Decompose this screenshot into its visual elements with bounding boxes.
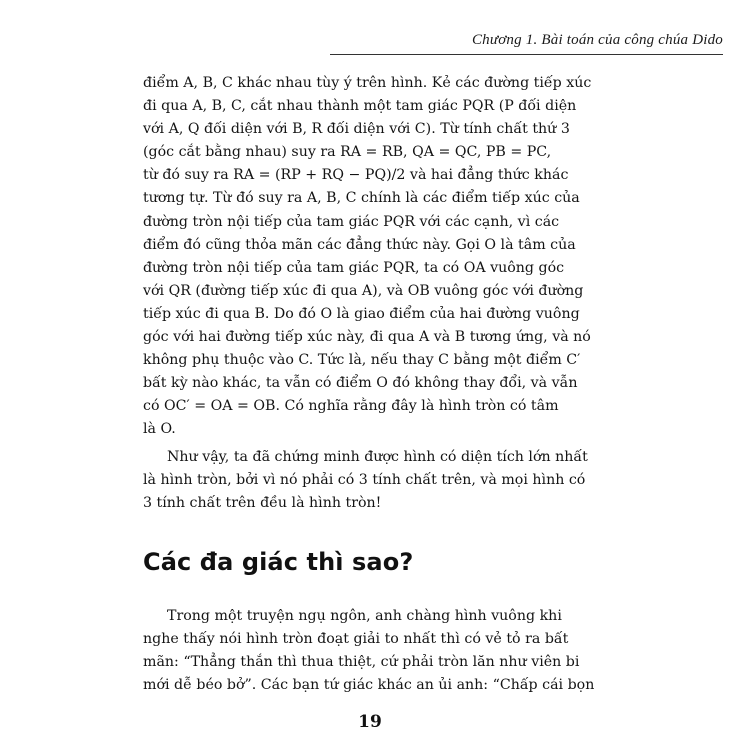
text-line: không phụ thuộc vào C. Tức là, nếu thay C bằng một điểm C′ — [143, 352, 581, 369]
text-line: với A, Q đối diện với B, R đối diện với C). Từ tính chất thứ 3 — [143, 121, 570, 138]
text-line: điểm đó cũng thỏa mãn các đẳng thức này. Gọi O là tâm của — [143, 236, 576, 253]
text-line: mới dễ béo bở”. Các bạn tứ giác khác an ủi anh: “Chấp cái bọn — [143, 677, 595, 694]
text-line: từ đó suy ra RA = (RP + RQ − PQ)/2 và hai đẳng thức khác — [143, 167, 569, 184]
text-line: tiếp xúc đi qua B. Do đó O là giao điểm của hai đường vuông — [143, 305, 580, 322]
text-line: Như vậy, ta đã chứng minh được hình có diện tích lớn nhất — [167, 449, 588, 465]
text-line: (góc cắt bằng nhau) suy ra RA = RB, QA = QC, PB = PC, — [143, 144, 552, 161]
text-line: với QR (đường tiếp xúc đi qua A), và OB vuông góc với đường — [143, 282, 584, 299]
running-header-title: Chương 1. Bài toán của công chúa Dido — [471, 32, 723, 48]
text-line: là hình tròn, bởi vì nó phải có 3 tính chất trên, và mọi hình có — [143, 472, 586, 489]
text-line: có OC′ = OA = OB. Có nghĩa rằng đây là hình tròn có tâm — [143, 398, 559, 415]
text-line: nghe thấy nói hình tròn đoạt giải to nhất thì có vẻ tỏ ra bất — [143, 631, 569, 648]
paragraph-fable — [143, 605, 595, 697]
text-line: góc với hai đường tiếp xúc này, đi qua A và B tương ứng, và nó — [143, 329, 591, 346]
text-line: là O. — [143, 421, 176, 438]
text-line: đường tròn nội tiếp của tam giác PQR, ta có OA vuông góc — [143, 259, 565, 276]
section-heading: Các đa giác thì sao? — [143, 548, 414, 576]
text-line: tương tự. Từ đó suy ra A, B, C chính là các điểm tiếp xúc của — [143, 190, 580, 207]
text-line: 3 tính chất trên đều là hình tròn! — [143, 495, 382, 512]
text-line: đường tròn nội tiếp của tam giác PQR với các cạnh, vì các — [143, 213, 560, 230]
paragraph-proof-continuation — [143, 72, 592, 442]
text-line: bất kỳ nào khác, ta vẫn có điểm O đó không thay đổi, và vẫn — [143, 375, 578, 392]
page-number: 19 — [358, 712, 382, 732]
paragraph-conclusion — [143, 446, 588, 515]
text-line: mãn: “Thẳng thắn thì thua thiệt, cứ phải tròn lăn như viên bi — [143, 654, 580, 671]
text-line: Trong một truyện ngụ ngôn, anh chàng hình vuông khi — [167, 608, 562, 624]
text-line: đi qua A, B, C, cắt nhau thành một tam giác PQR (P đối diện — [143, 98, 577, 115]
header-rule — [330, 54, 723, 55]
text-line: điểm A, B, C khác nhau tùy ý trên hình. Kẻ các đường tiếp xúc — [143, 75, 592, 91]
